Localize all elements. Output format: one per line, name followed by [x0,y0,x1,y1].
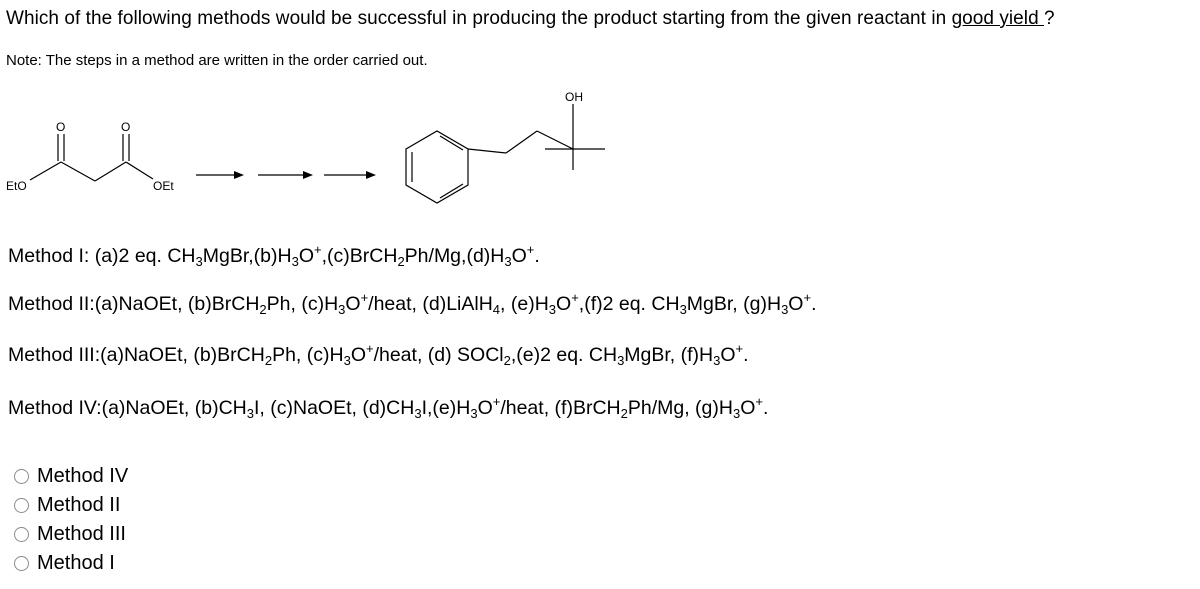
method-step-text: + [360,290,369,305]
method-step-text: . [811,293,817,315]
answer-options [14,462,128,578]
method-step-text: O [740,397,756,419]
arrow-icon [196,171,376,179]
question-suffix: ? [1044,8,1055,29]
method-step-text: /heat, (d)LiAlH [368,293,493,315]
method-step-text: ,(c)BrCH [321,245,398,267]
method-label: Method I: [8,245,95,267]
method-step-text: ,(e)2 eq. CH [510,344,618,366]
method-4 [8,394,769,421]
question-emphasis: good yield [951,8,1045,29]
method-step-text: 4 [492,302,501,317]
method-step-text: I, (c)NaOEt, (d)CH [254,397,415,419]
method-step-text: 3 [343,353,351,368]
method-step-text: Ph/Mg,(d)H [404,245,505,267]
method-step-text: O [511,245,527,267]
product-molecule [406,104,605,203]
method-label: Method IV: [8,397,102,419]
method-step-text: 3 [414,406,422,421]
reactant-right-label: OEt [153,179,174,193]
answer-option-label[interactable]: Method I [37,552,115,574]
method-step-text: O [477,397,493,419]
method-step-text: O [788,293,804,315]
method-step-text: 3 [504,254,512,269]
method-step-text: O [350,344,366,366]
method-step-text: 3 [781,302,789,317]
method-step-text: 3 [291,254,299,269]
answer-option-label[interactable]: Method II [37,494,121,516]
method-step-text: 2 [397,254,405,269]
method-step-text: O [720,344,736,366]
method-step-text: 3 [470,406,478,421]
method-step-text: + [314,242,322,257]
method-step-text: 3 [548,302,557,317]
answer-option[interactable] [14,491,128,520]
answer-option[interactable] [14,520,128,549]
method-step-text: , (e)H [500,293,549,315]
method-step-text: + [803,290,812,305]
method-step-text: 3 [732,406,741,421]
method-step-text: 3 [617,353,625,368]
method-step-text: (a)2 eq. CH [94,245,196,267]
question-prefix: Which of the following methods would be successful in producing the product starting from the given reactant in [6,8,952,29]
method-step-text: 3 [246,406,254,421]
method-step-text: Ph/Mg, (g)H [627,397,733,419]
radio-button[interactable] [14,498,29,513]
method-step-text: . [534,245,540,267]
method-label: Method II: [8,293,95,315]
answer-option[interactable] [14,462,128,491]
method-3 [8,341,749,368]
method-step-text: + [735,341,744,356]
method-step-text: O [345,293,361,315]
method-step-text: O [556,293,572,315]
method-step-text: . [743,344,749,366]
method-step-text: + [365,341,374,356]
method-step-text: + [755,394,763,409]
method-step-text: ,(f)2 eq. CH [578,293,680,315]
method-step-text: + [492,394,501,409]
note-text: Note: The steps in a method are written in the order carried out. [6,52,428,69]
method-step-text: (a)NaOEt, (b)CH [101,397,247,419]
product-hydroxyl-label: OH [565,90,583,104]
method-step-text: Ph, (c)H [266,293,339,315]
method-step-text: 2 [259,302,267,317]
radio-button[interactable] [14,527,29,542]
method-step-text: (a)NaOEt, (b)BrCH [94,293,260,315]
answer-option-label[interactable]: Method III [37,523,126,545]
method-step-text: 3 [713,353,721,368]
method-step-text: + [571,290,579,305]
method-step-text: Ph, (c)H [272,344,344,366]
answer-option-label[interactable]: Method IV [37,465,129,487]
carbonyl-o-right: O [121,120,131,134]
radio-button[interactable] [14,469,29,484]
method-step-text: + [526,242,535,257]
method-step-text: MgBr, (g)H [686,293,782,315]
method-step-text: O [298,245,315,267]
method-label: Method III: [8,344,101,366]
method-step-text: 3 [338,302,346,317]
method-step-text: MgBr,(b)H [202,245,292,267]
reactant-left-label: EtO [6,179,27,193]
reactant-diethyl-malonate [30,134,153,181]
method-1 [8,242,540,269]
method-step-text: MgBr, (f)H [624,344,714,366]
method-step-text: I,(e)H [421,397,471,419]
method-step-text: 2 [503,353,511,368]
question-text [6,8,1055,30]
radio-button[interactable] [14,556,29,571]
carbonyl-o-left: O [56,120,66,134]
method-step-text: 3 [195,254,203,269]
method-step-text: (a)NaOEt, (b)BrCH [100,344,265,366]
answer-option[interactable] [14,549,128,578]
method-step-text: /heat, (d) SOCl [373,344,504,366]
method-2 [8,290,817,317]
method-step-text: . [762,397,769,419]
method-step-text: 2 [264,353,273,368]
method-step-text: /heat, (f)BrCH [500,397,621,419]
method-step-text: 3 [679,302,687,317]
method-step-text: 2 [620,406,628,421]
reaction-scheme [0,80,640,205]
